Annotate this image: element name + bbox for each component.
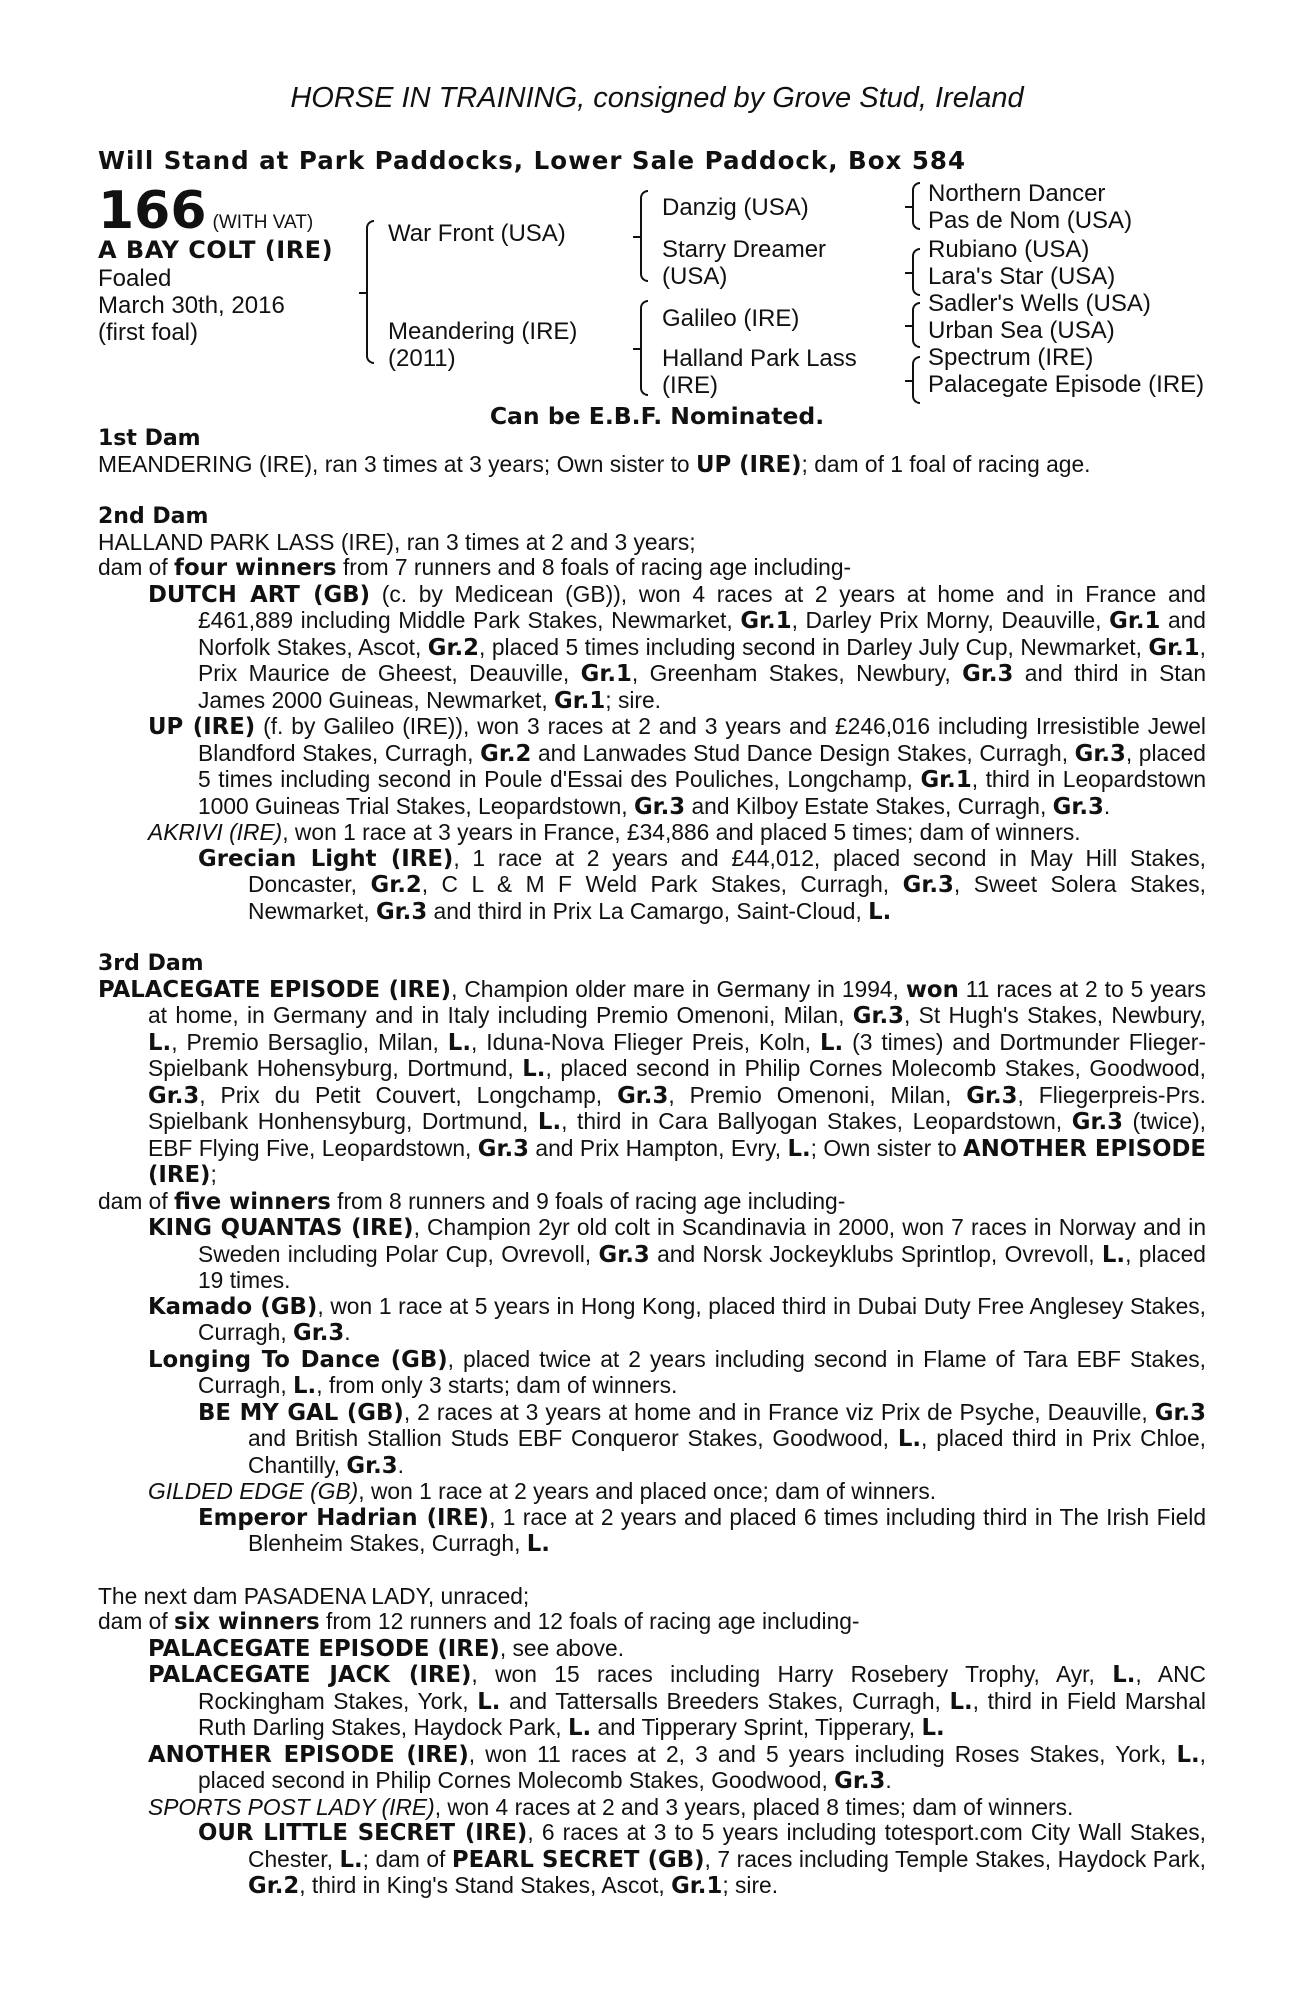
first-dam-text: MEANDERING (IRE), ran 3 times at 3 years; Own sister to UP (IRE); dam of 1 foal of racing age. (98, 450, 1091, 478)
produce-sports-post-lady: SPORTS POST LADY (IRE), won 4 races at 2 and 3 years, placed 8 times; dam of winners. (148, 1793, 1074, 1820)
second-dam-intro: HALLAND PARK LASS (IRE), ran 3 times at 2 and 3 years; (98, 528, 696, 555)
dam-brace (640, 300, 648, 396)
page-header: HORSE IN TRAINING, consigned by Grove Stud, Ireland (290, 82, 1024, 114)
first-dam-heading: 1st Dam (98, 426, 201, 451)
produce-palacegate-episode: PALACEGATE EPISODE (IRE), see above. (148, 1634, 625, 1662)
produce-dutch-art: DUTCH ART (GB) (c. by Medicean (GB)), won 4 races at 2 years at home and in France and £461,889 including Middle Park Stakes, Newmarket, Gr.1, Darley Prix Morny, Deauville, Gr.1 and Norfolk Stakes, Ascot, Gr.2, placed 5 times including second in Darley July Cup, Newmarket, Gr.1, Prix Maurice de Gheest, Deauville, Gr.1, Greenham Stakes, Newbury, Gr.3 and third in Stan James 2000 Guineas, Newmarket, Gr.1; sire. (148, 580, 1206, 714)
produce-be-my-gal: BE MY GAL (GB), 2 races at 3 years at home and in France viz Prix de Psyche, Deauville, Gr.3 and British Stallion Studs EBF Conqueror Stakes, Goodwood, L., placed third in Prix Chloe, Chantilly, Gr.3. (198, 1398, 1206, 1479)
second-dam-heading: 2nd Dam (98, 504, 209, 529)
dam-year: (2011) (388, 345, 456, 372)
produce-our-little-secret: OUR LITTLE SECRET (IRE), 6 races at 3 to 5 years including totesport.com City Wall Stakes, Chester, L.; dam of PEARL SECRET (GB), 7 races including Temple Stakes, Haydock Park, Gr.2, third in King's Stand Stakes, Ascot, Gr.1; sire. (198, 1819, 1207, 1899)
dam-dam-country: (IRE) (662, 372, 718, 399)
produce-palacegate-jack: PALACEGATE JACK (IRE), won 15 races including Harry Rosebery Trophy, Ayr, L., ANC Rockingham Stakes, York, L. and Tattersalls Breeders Stakes, Curragh, L., third in Field Marshal Ruth Darling Stakes, Haydock Park, L. and Tipperary Sprint, Tipperary, L. (148, 1661, 1207, 1741)
sire-dam-brace (366, 220, 374, 364)
pedigree-ddd: Palacegate Episode (IRE) (928, 371, 1205, 398)
produce-grecian-light: Grecian Light (IRE), 1 race at 2 years and £44,012, placed second in May Hill Stakes, Doncaster, Gr.2, C L & M F Weld Park Stakes, Curragh, Gr.3, Sweet Solera Stakes, Newmarket, Gr.3 and third in Prix La Camargo, Saint-Cloud, L. (198, 844, 1206, 925)
brace-1 (912, 182, 920, 230)
next-dam-intro: The next dam PASADENA LADY, unraced; (98, 1582, 530, 1609)
sire-sire: Danzig (USA) (662, 194, 809, 221)
dam: Meandering (IRE) (388, 318, 578, 345)
produce-up: UP (IRE) (f. by Galileo (IRE)), won 3 races at 2 and 3 years and £246,016 including Irresistible Jewel Blandford Stakes, Curragh, Gr.2 and Lanwades Stud Dance Design Stakes, Curragh, Gr.3, placed 5 times including second in Poule d'Essai des Pouliches, Longchamp, Gr.1, third in Leopardstown 1000 Guineas Trial Stakes, Leopardstown, Gr.3 and Kilboy Estate Stakes, Curragh, Gr.3. (148, 713, 1206, 820)
pedigree-dds: Spectrum (IRE) (928, 344, 1094, 371)
sire-dam-country: (USA) (662, 263, 728, 290)
second-dam-produce: dam of four winners from 7 runners and 8 foals of racing age including- (98, 554, 852, 581)
pedigree-dsd: Urban Sea (USA) (928, 317, 1115, 344)
brace-2 (912, 248, 920, 296)
produce-another-episode: ANOTHER EPISODE (IRE), won 11 races at 2, 3 and 5 years including Roses Stakes, York, L., placed second in Philip Cornes Molecomb Stakes, Goodwood, Gr.3. (148, 1740, 1206, 1794)
produce-emperor-hadrian: Emperor Hadrian (IRE), 1 race at 2 years and placed 6 times including third in The Irish Field Blenheim Stakes, Curragh, L. (198, 1503, 1206, 1557)
ebf-note: Can be E.B.F. Nominated. (489, 402, 825, 430)
third-dam-heading: 3rd Dam (98, 951, 204, 976)
produce-akrivi: AKRIVI (IRE), won 1 race at 3 years in France, £34,886 and placed 5 times; dam of winners. (148, 819, 1081, 845)
produce-gilded-edge: GILDED EDGE (GB), won 1 race at 2 years and placed once; dam of winners. (148, 1478, 937, 1504)
sire-dam: Starry Dreamer (662, 236, 827, 263)
produce-longing-to-dance: Longing To Dance (GB), placed twice at 2 years including second in Flame of Tara EBF Stakes, Curragh, L., from only 3 starts; dam of winners. (148, 1345, 1206, 1399)
dam-sire: Galileo (IRE) (662, 305, 800, 332)
pedigree-sss: Northern Dancer (928, 180, 1106, 207)
third-dam-produce: dam of five winners from 8 runners and 9 foals of racing age including- (98, 1187, 846, 1215)
lot-number: 166 (98, 181, 207, 241)
produce-king-quantas: KING QUANTAS (IRE), Champion 2yr old colt in Scandinavia in 2000, won 7 races in Norway and in Sweden including Polar Cup, Ovrevoll, Gr.3 and Norsk Jockeyklubs Sprintlop, Ovrevoll, L., placed 19 times. (148, 1214, 1207, 1293)
first-foal-note: (first foal) (98, 319, 199, 346)
catalogue-body (98, 426, 1206, 1900)
next-dam-produce: dam of six winners from 12 runners and 12 foals of racing age including- (98, 1608, 860, 1635)
stand-location: Will Stand at Park Paddocks, Lower Sale Paddock, Box 584 (98, 146, 967, 175)
third-dam-record: PALACEGATE EPISODE (IRE), Champion older mare in Germany in 1994, won 11 races at 2 to 5 years at home, in Germany and in Italy including Premio Omenoni, Milan, Gr.3, St Hugh's Stakes, Newbury, L., Premio Bersaglio, Milan, L., Iduna-Nova Flieger Preis, Koln, L. (3 times) and Dortmunder Flieger-Spielbank Hohensyburg, Dortmund, L., placed second in Philip Cornes Molecomb Stakes, Goodwood, Gr.3, Prix du Petit Couvert, Longchamp, Gr.3, Premio Omenoni, Milan, Gr.3, Fliegerpreis-Prs. Spielbank Honhensyburg, Dortmund, L., third in Cara Ballyogan Stakes, Leopardstown, Gr.3 (twice), EBF Flying Five, Leopardstown, Gr.3 and Prix Hampton, Evry, L.; Own sister to ANOTHER EPISODE (IRE); (98, 975, 1207, 1188)
brace-3 (912, 302, 920, 348)
pedigree-sds: Rubiano (USA) (928, 236, 1090, 263)
foaled-date: March 30th, 2016 (98, 292, 285, 319)
produce-kamado: Kamado (GB), won 1 race at 5 years in Hong Kong, placed third in Dubai Duty Free Anglesey Stakes, Curragh, Gr.3. (148, 1292, 1206, 1346)
pedigree-ssd: Pas de Nom (USA) (928, 207, 1133, 234)
sire: War Front (USA) (388, 220, 566, 247)
sire-brace (640, 190, 648, 282)
lot-number-line (98, 181, 314, 241)
vat-note: (WITH VAT) (212, 212, 314, 233)
foaled-label: Foaled (98, 265, 172, 292)
lot-title: A BAY COLT (IRE) (98, 236, 334, 264)
pedigree-dss: Sadler's Wells (USA) (928, 290, 1151, 317)
dam-dam: Halland Park Lass (662, 345, 857, 372)
brace-4 (912, 356, 920, 404)
pedigree-sdd: Lara's Star (USA) (928, 263, 1116, 290)
